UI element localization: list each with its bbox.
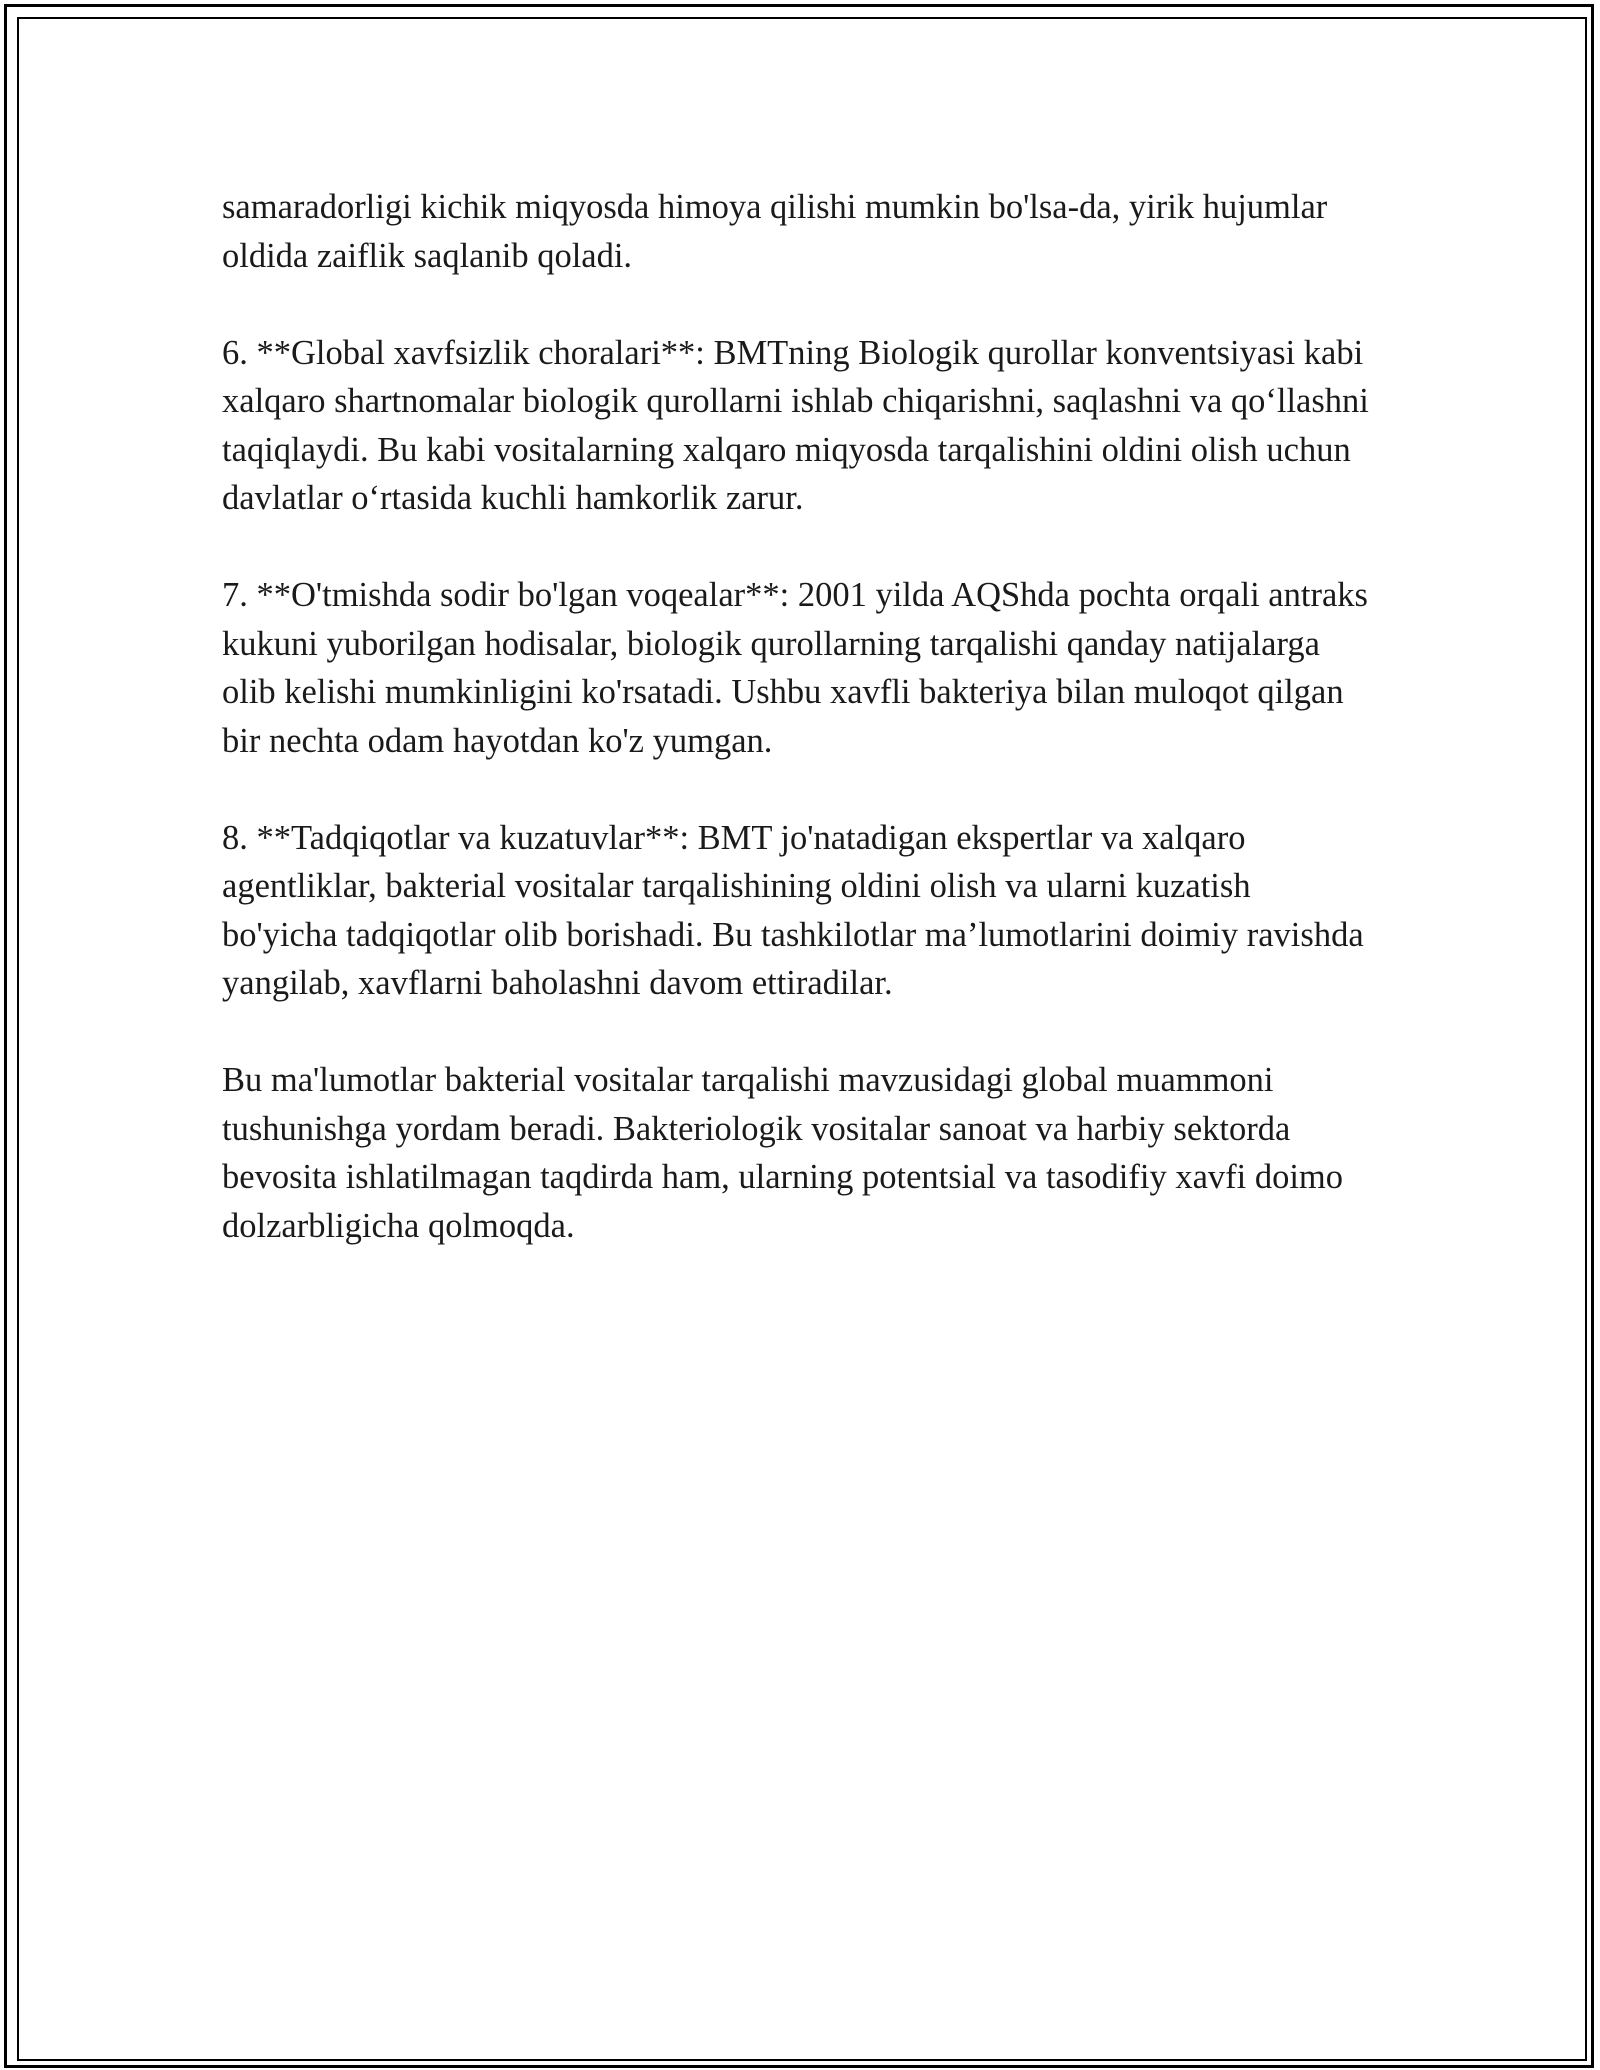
paragraph-research-and-monitoring: 8. **Tadqiqotlar va kuzatuvlar**: BMT jo'natadigan ekspertlar va xalqaro agentliklar, bakterial vositalar tarqalishining oldini olish va ularni kuzatish bo'yicha tadqiqotlar olib borishadi. Bu tashkilotlar ma’lumotlarini doimiy ravishda yangilab, xavflarni baholashni davom ettiradilar. — [222, 818, 1364, 1002]
document-body — [222, 183, 1372, 1299]
paragraph-continuation: samaradorligi kichik miqyosda himoya qilishi mumkin bo'lsa-da, yirik hujumlar oldida zaiflik saqlanib qoladi. — [222, 188, 1328, 275]
paragraph-global-security-measures: 6. **Global xavfsizlik choralari**: BMTning Biologik qurollar konventsiyasi kabi xalqaro shartnomalar biologik qurollarni ishlab chiqarishni, saqlashni va qo‘llashni taqiqlaydi. Bu kabi vositalarning xalqaro miqyosda tarqalishini oldini olish uchun davlatlar o‘rtasida kuchli hamkorlik zarur. — [222, 333, 1369, 517]
paragraph-past-events: 7. **O'tmishda sodir bo'lgan voqealar**: 2001 yilda AQShda pochta orqali antraks kukuni yuborilgan hodisalar, biologik qurollarning tarqalishi qanday natijalarga olib kelishi mumkinligini ko'rsatadi. Ushbu xavfli bakteriya bilan muloqot qilgan bir nechta odam hayotdan ko'z yumgan. — [222, 576, 1368, 760]
paragraph-conclusion: Bu ma'lumotlar bakterial vositalar tarqalishi mavzusidagi global muammoni tushunishga yordam beradi. Bakteriologik vositalar sanoat va harbiy sektorda bevosita ishlatilmagan taqdirda ham, ularning potentsial va tasodifiy xavfi doimo dolzarbligicha qolmoqda. — [222, 1061, 1343, 1245]
